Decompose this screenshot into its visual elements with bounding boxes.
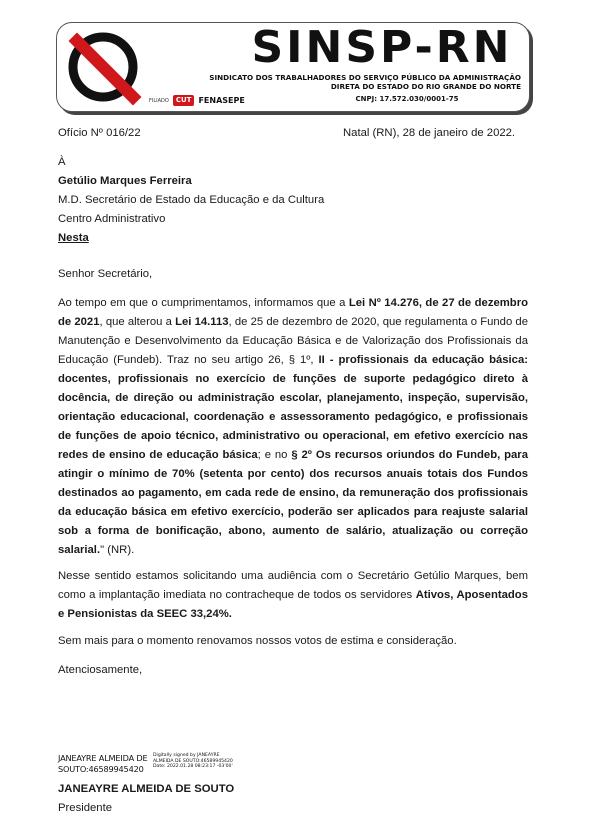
org-name: SINSP-RN: [251, 22, 513, 73]
fenasepe-label: FENASEPE: [198, 96, 245, 105]
p2-beneficiaries: Ativos, Aposentados e Pensionistas da SEEC 33,24%.: [58, 589, 528, 620]
recipient-place: Centro Administrativo: [58, 213, 166, 225]
p1-article-ii: II - profissionais da educação básica: docentes, profissionais no exercício de funções de suporte pedagógico direto à docência, de direção ou administração escolar, planejamento, inspeção, supervisão, orientação educacional, coordenação e assessoramento pedagógico, e profissionais de funções de apoio técnico, administrativo ou operacional, em efetivo exercício nas redes de ensino de educação básica: [58, 354, 528, 461]
office-number: Ofício Nº 016/22: [58, 127, 141, 139]
recipient-local: Nesta: [58, 232, 89, 244]
stamp-name-line1: JANEAYRE ALMEIDA DE: [58, 753, 148, 763]
affiliation: [149, 95, 245, 106]
signer-name: JANEAYRE ALMEIDA DE SOUTO: [58, 783, 235, 795]
paragraph-2: [58, 567, 528, 624]
p1-text-3: , de 25 de dezembro de 2020, que regulamenta o Fundo de Manutenção e Desenvolvimento da Educação Básica e de Valorização dos Profissionais da Educação (Fundeb). Traz no seu artigo 26, § 1º,: [58, 316, 528, 366]
cut-logo: CUT: [173, 95, 195, 106]
digital-line2: ALMEIDA DE SOUTO:46589945420: [153, 758, 233, 764]
paragraph-3: Sem mais para o momento renovamos nossos votos de estima e consideração.: [58, 635, 457, 647]
recipient-title: M.D. Secretário de Estado da Educação e da Cultura: [58, 194, 325, 206]
place-date: Natal (RN), 28 de janeiro de 2022.: [343, 127, 516, 139]
letterhead: [56, 22, 530, 112]
signature-stamp-name: [58, 753, 147, 775]
recipient-to: À: [58, 156, 66, 168]
salutation: Senhor Secretário,: [58, 268, 153, 280]
stamp-name-line2: SOUTO:46589945420: [58, 764, 144, 774]
org-description: [153, 73, 521, 91]
p1-text-5: " (NR).: [100, 544, 135, 556]
p1-text-2: , que alterou a: [99, 316, 176, 328]
closing: Atenciosamente,: [58, 664, 143, 676]
affiliation-label: FILIADO: [149, 97, 169, 104]
p1-law-14276: Lei Nº 14.276, de 27 de dezembro de 2021: [58, 297, 528, 328]
p1-law-14113: Lei 14.113: [175, 316, 229, 328]
signer-role: Presidente: [58, 802, 113, 814]
p1-text-1: Ao tempo em que o cumprimentamos, informamos que a: [58, 297, 349, 309]
p1-text-4: ; e no: [257, 449, 292, 461]
org-desc-line1: SINDICATO DOS TRABALHADORES DO SERVIÇO PÚBLICO DA ADMINISTRAÇÃO: [209, 73, 521, 82]
recipient-name: Getúlio Marques Ferreira: [58, 175, 192, 187]
digital-line3: Date: 2022.01.28 08:23:17 -03'00': [153, 764, 233, 770]
digital-signature-info: [153, 753, 233, 770]
cnpj: CNPJ: 17.572.030/0001-75: [355, 95, 459, 103]
p1-paragraph-2: § 2º Os recursos oriundos do Fundeb, para atingir o mínimo de 70% (setenta por cento) dos recursos anuais totais dos Fundos destinados ao pagamento, em cada rede de ensino, da remuneração dos profissionais da educação básica em efetivo exercício, poderão ser aplicados para reajuste salarial sob a forma de bonificação, abono, aumento de salário, atualização ou correção salarial.: [58, 449, 528, 556]
sinsp-logo-icon: [63, 27, 145, 107]
p2-text-1: Nesse sentido estamos solicitando uma audiência com o Secretário Getúlio Marques, bem como a implantação imediata no contracheque de todos os servidores: [58, 570, 528, 601]
digital-line1: Digitally signed by JANEAYRE: [153, 753, 220, 758]
org-desc-line2: DIRETA DO ESTADO DO RIO GRANDE DO NORTE: [330, 82, 521, 91]
paragraph-1: [58, 294, 528, 560]
